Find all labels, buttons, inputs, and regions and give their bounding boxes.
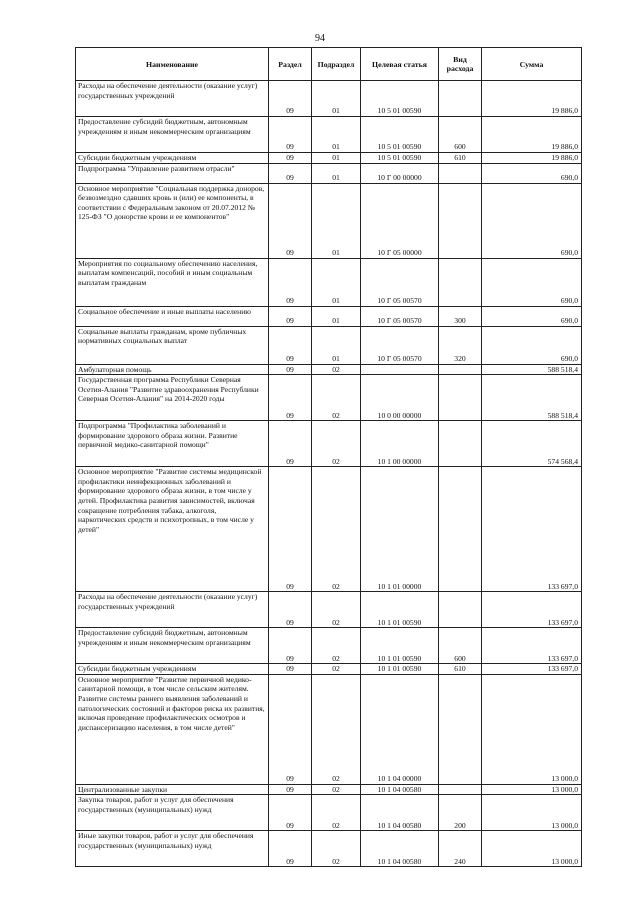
row-amount: 19 886,0 — [482, 153, 582, 164]
header-target-article: Целевая статья — [361, 48, 439, 81]
row-subsection: 02 — [312, 795, 361, 831]
row-subsection: 01 — [312, 183, 361, 258]
table-row — [76, 795, 582, 831]
row-name: Закупка товаров, работ и услуг для обеспечения государственных (муниципальных) нужд — [76, 795, 269, 831]
table-row — [76, 326, 582, 364]
row-amount: 19 886,0 — [482, 117, 582, 153]
row-name: Субсидии бюджетным учреждениям — [76, 664, 269, 675]
row-expense-type: 610 — [439, 664, 482, 675]
row-expense-type: 240 — [439, 831, 482, 867]
row-expense-type: 600 — [439, 628, 482, 664]
row-amount: 588 518,4 — [482, 364, 582, 375]
row-target-article: 10 1 00 00000 — [361, 421, 439, 467]
row-expense-type: 300 — [439, 306, 482, 326]
row-subsection: 01 — [312, 163, 361, 183]
header-amount: Сумма — [482, 48, 582, 81]
row-subsection: 01 — [312, 81, 361, 117]
row-amount: 690,0 — [482, 183, 582, 258]
row-section: 09 — [269, 183, 312, 258]
table-row — [76, 117, 582, 153]
table-row — [76, 153, 582, 164]
row-name: Социальные выплаты гражданам, кроме публичных нормативных социальных выплат — [76, 326, 269, 364]
row-amount: 690,0 — [482, 326, 582, 364]
row-expense-type — [439, 364, 482, 375]
row-expense-type: 320 — [439, 326, 482, 364]
row-name: Подпрограмма "Профилактика заболеваний и формирование здорового образа жизни. Развитие первичной медико-санитарной помощи" — [76, 421, 269, 467]
row-name: Основное мероприятие "Развитие системы медицинской профилактики неинфекционных заболеваний и формирование здорового образа жизни, в том числе у детей. Профилактика развития зависимостей, включая сокращение потребления табака, алкоголя, наркотических средств и психотропных, в том числе у детей" — [76, 467, 269, 592]
row-target-article: 10 1 04 00580 — [361, 831, 439, 867]
row-section: 09 — [269, 117, 312, 153]
row-section: 09 — [269, 258, 312, 306]
row-subsection: 01 — [312, 306, 361, 326]
row-expense-type — [439, 467, 482, 592]
row-expense-type — [439, 784, 482, 795]
row-amount: 690,0 — [482, 258, 582, 306]
row-amount: 133 697,0 — [482, 628, 582, 664]
row-name: Основное мероприятие "Развитие первичной медико-санитарной помощи, в том числе сельским жителям. Развитие системы раннего выявления заболеваний и патологических состояний и факторов риска их развития, включая проведение профилактических осмотров и диспансеризацию населения, в том числе детей" — [76, 674, 269, 784]
row-name: Подпрограмма "Управление развитием отрасли" — [76, 163, 269, 183]
row-name: Централизованные закупки — [76, 784, 269, 795]
table-row — [76, 364, 582, 375]
row-expense-type: 200 — [439, 795, 482, 831]
row-target-article: 10 Г 05 00570 — [361, 258, 439, 306]
row-subsection: 02 — [312, 784, 361, 795]
row-target-article: 10 Г 05 00570 — [361, 326, 439, 364]
row-amount: 133 697,0 — [482, 664, 582, 675]
row-subsection: 02 — [312, 592, 361, 628]
row-amount: 13 000,0 — [482, 784, 582, 795]
row-name: Основное мероприятие "Социальная поддержка доноров, безвозмездно сдавших кровь и (или) ее компоненты, в соответствии с Федеральным законом от 20.07.2012 № 125-ФЗ "О донорстве крови и ее компонентов" — [76, 183, 269, 258]
row-amount: 133 697,0 — [482, 467, 582, 592]
row-target-article — [361, 364, 439, 375]
row-target-article: 10 5 01 00590 — [361, 81, 439, 117]
row-subsection: 01 — [312, 153, 361, 164]
row-subsection: 02 — [312, 467, 361, 592]
row-section: 09 — [269, 153, 312, 164]
table-row — [76, 628, 582, 664]
row-target-article: 10 1 01 00590 — [361, 664, 439, 675]
row-subsection: 02 — [312, 375, 361, 421]
row-amount: 690,0 — [482, 163, 582, 183]
row-amount: 690,0 — [482, 306, 582, 326]
table-row — [76, 784, 582, 795]
row-subsection: 02 — [312, 664, 361, 675]
row-subsection: 01 — [312, 258, 361, 306]
budget-table — [75, 47, 582, 867]
table-body — [76, 81, 582, 867]
header-subsection: Подраздел — [312, 48, 361, 81]
row-expense-type — [439, 81, 482, 117]
row-name: Субсидии бюджетным учреждениям — [76, 153, 269, 164]
header-section: Раздел — [269, 48, 312, 81]
table-row — [76, 183, 582, 258]
row-subsection: 02 — [312, 421, 361, 467]
row-target-article: 10 1 01 00590 — [361, 592, 439, 628]
table-row — [76, 674, 582, 784]
row-target-article: 10 Г 05 00000 — [361, 183, 439, 258]
row-section: 09 — [269, 795, 312, 831]
table-row — [76, 306, 582, 326]
row-amount: 574 568,4 — [482, 421, 582, 467]
row-subsection: 02 — [312, 364, 361, 375]
row-name: Предоставление субсидий бюджетным, автономным учреждениям и иным некоммерческим организациям — [76, 117, 269, 153]
row-expense-type: 600 — [439, 117, 482, 153]
row-section: 09 — [269, 163, 312, 183]
table-header-row — [76, 48, 582, 81]
row-target-article: 10 5 01 00590 — [361, 153, 439, 164]
row-target-article: 10 1 01 00000 — [361, 467, 439, 592]
row-section: 09 — [269, 784, 312, 795]
row-section: 09 — [269, 364, 312, 375]
row-subsection: 02 — [312, 628, 361, 664]
page-number: 94 — [315, 33, 325, 44]
row-target-article: 10 1 04 00580 — [361, 784, 439, 795]
row-subsection: 02 — [312, 831, 361, 867]
row-section: 09 — [269, 375, 312, 421]
row-expense-type — [439, 592, 482, 628]
row-section: 09 — [269, 306, 312, 326]
table-row — [76, 163, 582, 183]
row-section: 09 — [269, 674, 312, 784]
row-name: Расходы на обеспечение деятельности (оказание услуг) государственных учреждений — [76, 81, 269, 117]
row-expense-type — [439, 421, 482, 467]
row-name: Социальное обеспечение и иные выплаты населению — [76, 306, 269, 326]
row-name: Иные закупки товаров, работ и услуг для обеспечения государственных (муниципальных) нужд — [76, 831, 269, 867]
row-expense-type — [439, 674, 482, 784]
row-section: 09 — [269, 421, 312, 467]
row-expense-type — [439, 183, 482, 258]
row-section: 09 — [269, 467, 312, 592]
header-expense-type: Вид расхода — [439, 48, 482, 81]
row-section: 09 — [269, 592, 312, 628]
row-subsection: 01 — [312, 326, 361, 364]
row-expense-type — [439, 375, 482, 421]
row-name: Предоставление субсидий бюджетным, автономным учреждениям и иным некоммерческим организациям — [76, 628, 269, 664]
row-amount: 13 000,0 — [482, 831, 582, 867]
row-section: 09 — [269, 81, 312, 117]
row-section: 09 — [269, 628, 312, 664]
row-target-article: 10 5 01 00590 — [361, 117, 439, 153]
row-expense-type — [439, 258, 482, 306]
row-target-article: 10 0 00 00000 — [361, 375, 439, 421]
row-target-article: 10 1 01 00590 — [361, 628, 439, 664]
row-target-article: 10 Г 05 00570 — [361, 306, 439, 326]
table-row — [76, 375, 582, 421]
row-amount: 588 518,4 — [482, 375, 582, 421]
table-row — [76, 664, 582, 675]
row-expense-type — [439, 163, 482, 183]
row-section: 09 — [269, 831, 312, 867]
table-row — [76, 831, 582, 867]
table-row — [76, 81, 582, 117]
table-row — [76, 421, 582, 467]
row-expense-type: 610 — [439, 153, 482, 164]
row-amount: 13 000,0 — [482, 795, 582, 831]
row-amount: 13 000,0 — [482, 674, 582, 784]
row-subsection: 01 — [312, 117, 361, 153]
table-row — [76, 258, 582, 306]
row-target-article: 10 Г 00 00000 — [361, 163, 439, 183]
row-name: Расходы на обеспечение деятельности (оказание услуг) государственных учреждений — [76, 592, 269, 628]
row-target-article: 10 1 04 00000 — [361, 674, 439, 784]
row-name: Государственная программа Республики Северная Осетия-Алания "Развитие здравоохранения Республики Северная Осетия-Алания" на 2014-2020 годы — [76, 375, 269, 421]
row-amount: 133 697,0 — [482, 592, 582, 628]
row-subsection: 02 — [312, 674, 361, 784]
row-amount: 19 886,0 — [482, 81, 582, 117]
table-row — [76, 467, 582, 592]
row-name: Амбулаторная помощь — [76, 364, 269, 375]
row-section: 09 — [269, 664, 312, 675]
table-row — [76, 592, 582, 628]
row-section: 09 — [269, 326, 312, 364]
row-name: Мероприятия по социальному обеспечению населения, выплатам компенсаций, пособий и иным социальным выплатам гражданам — [76, 258, 269, 306]
row-target-article: 10 1 04 00580 — [361, 795, 439, 831]
header-name: Наименование — [76, 48, 269, 81]
